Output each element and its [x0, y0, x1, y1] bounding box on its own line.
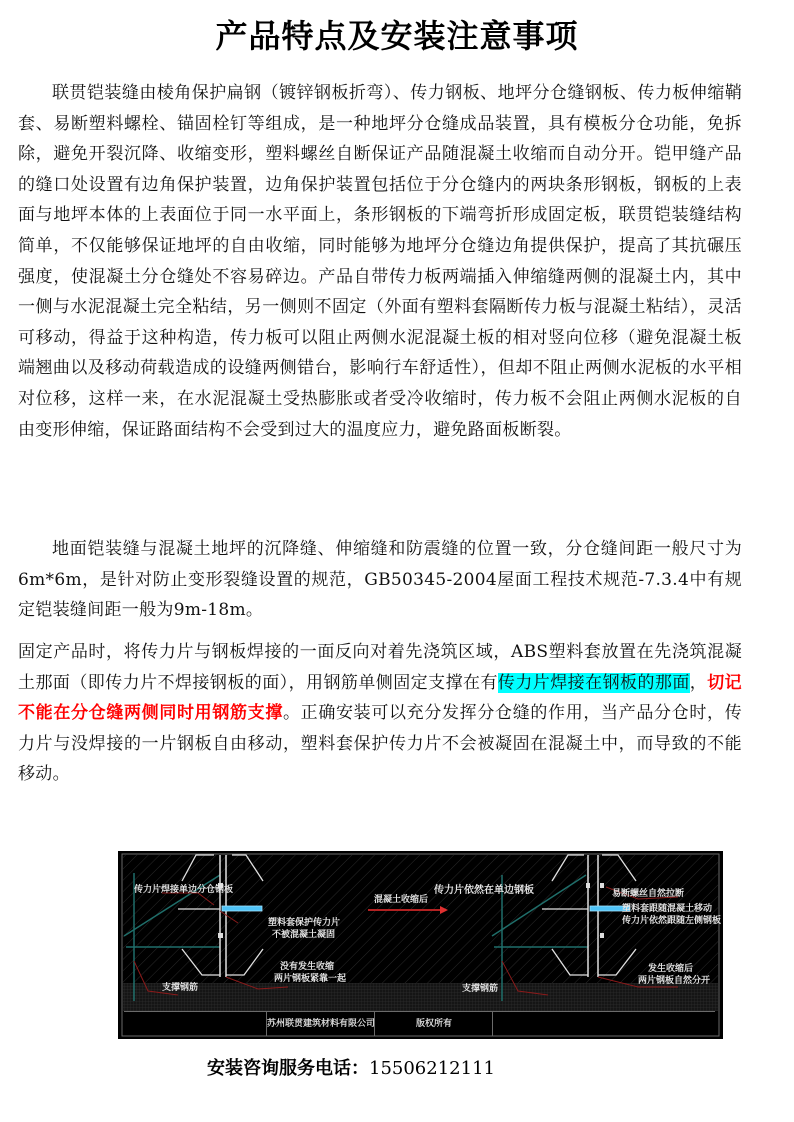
right-label-sleeve-2: 传力片依然跟随左侧钢板 — [622, 916, 722, 926]
page-title: 产品特点及安装注意事项 — [215, 17, 579, 55]
contact-label: 安装咨询服务电话： — [207, 1058, 369, 1079]
right-label-top: 传力片依然在单边钢板 — [434, 885, 534, 896]
right-label-sleeve-1: 塑料套跟随混凝土移动 — [622, 904, 713, 914]
left-label-top: 传力片焊接单边分仓钢板 — [134, 885, 234, 895]
title-block-empty-right — [492, 1012, 715, 1036]
right-label-bottom-1: 发生收缩后 — [648, 964, 694, 974]
warning-text: 切记不能在分仓缝两侧同时用钢筋支撑 — [18, 672, 742, 724]
left-label-bottom-2: 两片钢板紧靠一起 — [274, 974, 347, 984]
paragraph-product-features — [18, 78, 742, 445]
right-label-rebar: 支撑钢筋 — [462, 984, 499, 994]
paragraph-installation-notes — [18, 637, 742, 790]
title-block-copyright: 版权所有 — [374, 1012, 493, 1036]
title-block-company: 苏州联贯建筑材料有限公司 — [266, 1012, 375, 1036]
paragraph-3-intro: 固定产品时，将传力片与钢板焊接的一面反向对着先浇筑区域，ABS塑料套放置在先浇筑混凝土那面（即传力片不焊接钢板的面），用钢筋单侧固定支撑在有 — [18, 642, 742, 693]
left-label-rebar: 支撑钢筋 — [162, 983, 199, 993]
contact-phone: 15506212111 — [369, 1058, 495, 1079]
highlighted-text: 传力片焊接在钢板的那面 — [497, 672, 690, 693]
comma: ， — [689, 672, 708, 693]
right-label-bolt: 易断螺丝自然拉断 — [612, 889, 685, 899]
left-label-sleeve-1: 塑料套保护传力片 — [268, 918, 341, 928]
left-label-sleeve-2: 不被混凝土凝固 — [272, 930, 336, 940]
diagram-title-block — [124, 1011, 715, 1038]
arrow-label: 混凝土收缩后 — [374, 895, 429, 905]
title-block-empty-left — [124, 1012, 266, 1036]
paragraph-1-text: 联贯铠装缝由棱角保护扁钢（镀锌钢板折弯）、传力钢板、地坪分仓缝钢板、传力板伸缩鞘套、易断塑料螺栓、锚固栓钉等组成，是一种地坪分仓缝成品装置，具有模板分仓功能，免拆除，避免开裂沉降、收缩变形，塑料螺丝自断保证产品随混凝土收缩而自动分开。铠甲缝产品的缝口处设置有边角保护装置，边角保护装置包括位于分仓缝内的两块条形钢板，钢板的上表面与地坪本体的上表面位于同一水平面上，条形钢板的下端弯折形成固定板，联贯铠装缝结构简单，不仅能够保证地坪的自由收缩，同时能够为地坪分仓缝边角提供保护，提高了其抗碾压强度，使混凝土分仓缝处不容易碎边。产品自带传力板两端插入伸缩缝两侧的混凝土内，其中一侧与水泥混凝土完全粘结，另一侧则不固定（外面有塑料套隔断传力板与混凝土粘结），灵活可移动，得益于这种构造，传力板可以阻止两侧水泥混凝土板的相对竖向位移（避免混凝土板端翘曲以及移动荷载造成的设缝两侧错台，影响行车舒适性），但却不阻止两侧水泥板的水平相对位移，这样一来，在水泥混凝土受热膨胀或者受冷收缩时，传力板不会阻止两侧水泥板的自由变形伸缩，保证路面结构不会受到过大的温度应力，避免路面板断裂。 — [18, 83, 742, 440]
contact-line — [207, 1056, 495, 1082]
paragraph-2-text: 地面铠装缝与混凝土地坪的沉降缝、伸缩缝和防震缝的位置一致，分仓缝间距一般尺寸为6m*6m，是针对防止变形裂缝设置的规范，GB50345-2004屋面工程技术规范-7.3.4中有规定铠装缝间距一般为9m-18m。 — [18, 539, 742, 621]
paragraph-3-text — [18, 637, 742, 790]
paragraph-3-outro: 。正确安装可以充分发挥分仓缝的作用，当产品分仓时，传力片与没焊接的一片钢板自由移动，塑料套保护传力片不会被凝固在混凝土中，而导致的不能移动。 — [18, 703, 742, 785]
left-label-bottom-1: 没有发生收缩 — [280, 962, 335, 972]
installation-diagram — [118, 851, 723, 1039]
paragraph-spacing-spec — [18, 534, 742, 626]
right-label-bottom-2: 两片钢板自然分开 — [638, 976, 711, 986]
